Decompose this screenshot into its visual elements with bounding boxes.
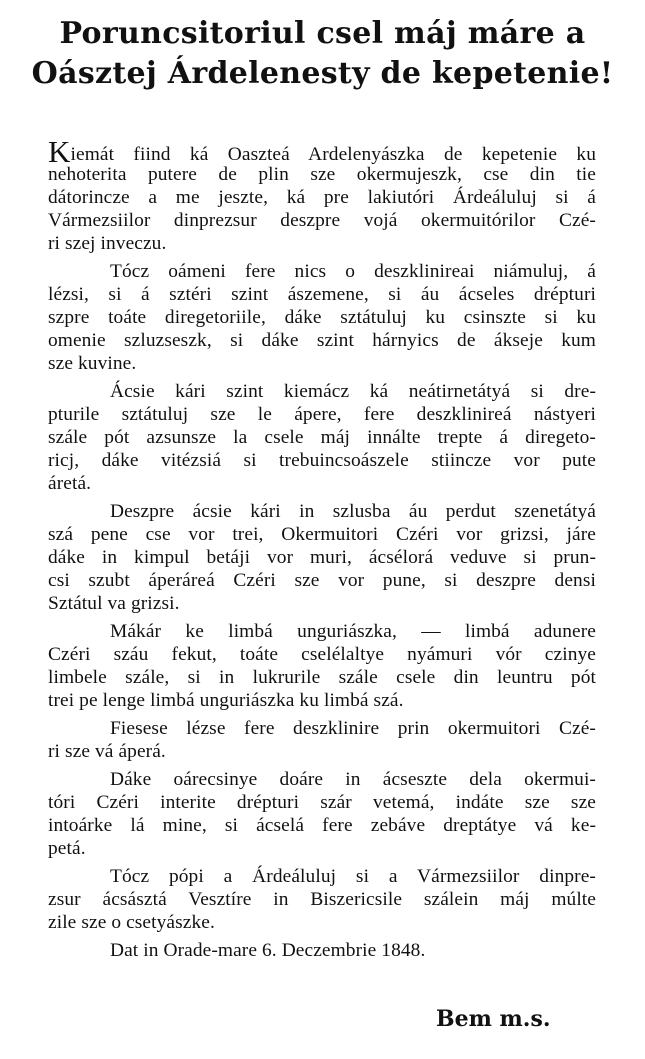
text-line [48, 134, 596, 169]
text-line: ri sze vá áperá. [48, 741, 166, 762]
text-line: áretá. [48, 473, 92, 494]
paragraph-2 [48, 260, 596, 375]
text-line: Fiesese lézse fere deszklinire prin okermuitori Czé- [110, 718, 596, 739]
page-title [0, 14, 645, 94]
text-line: Czéri száu fekut, toáte cselélaltye nyámuri vór czinye [48, 644, 596, 665]
text-line: nehoterita putere de plin sze okermujeszk, cse din tie [48, 164, 596, 185]
text-line: Deszpre ácsie kári in szlusba áu perdut szenetátyá [110, 501, 596, 522]
signature: Bem m.s. [436, 1006, 551, 1032]
text-line: dáke in kimpul betáji vor muri, ácsélorá veduve si prun- [48, 547, 596, 568]
text-line: limbele szále, si in lukrurile szále csele din leuntru pót [48, 667, 596, 688]
text-line: trei pe lenge limbá unguriászka ku limbá szá. [48, 690, 404, 711]
text-line: szá pene cse vor trei, Okermuitori Czéri vor grizsi, járe [48, 524, 596, 545]
text-line: pturile sztátuluj sze le ápere, fere deszklinireá nástyeri [48, 404, 596, 425]
paragraph-8 [48, 865, 596, 934]
dateline: Dat in Orade-mare 6. Deczembrie 1848. [110, 940, 426, 961]
paragraph-7 [48, 768, 596, 860]
text-line: Dáke oárecsinye doáre in ácseszte dela okermui- [110, 769, 596, 790]
title-line-2: Oásztej Árdelenesty de kepetenie! [31, 56, 614, 91]
text-line: intoárke lá mine, si ácselá fere zebáve dreptátye vá ke- [48, 815, 596, 836]
paragraph-3 [48, 380, 596, 495]
text-line: Sztátul va grizsi. [48, 593, 180, 614]
text-line: csi szubt áperáreá Czéri sze vor pune, si deszpre densi [48, 570, 596, 591]
text-line: sze kuvine. [48, 353, 137, 374]
text-line: dátorincze a me jeszte, ká pre lakiutóri Árdeáluluj si á [48, 187, 596, 208]
text-line: Tócz oámeni fere nics o deszklinireai niámuluj, á [110, 261, 596, 282]
text-line: lézsi, si á sztéri szint ászemene, si áu ácseles drépturi [48, 284, 596, 305]
text-line: tóri Czéri interite drépturi szár vetemá, indáte sze sze [48, 792, 596, 813]
paragraph-5 [48, 620, 596, 712]
paragraph-1 [48, 134, 596, 255]
text-line: szpre toáte diregetoriile, dáke sztátuluj ku csinszte si ku [48, 307, 596, 328]
text-line: zsur ácsásztá Vesztíre in Biszericsile szálein máj múlte [48, 889, 596, 910]
text-line: omenie szluzseszk, si dáke szint hárnyics de ákseje kum [48, 330, 596, 351]
text-line-content: iemát fiind ká Oaszteá Ardelenyászka de kepetenie ku [70, 144, 596, 165]
text-line: Ácsie kári szint kiemácz ká neátirnetátyá si dre- [110, 381, 596, 402]
text-line: ri szej inveczu. [48, 233, 167, 254]
proclamation-body [48, 134, 596, 962]
text-line: szále pót azsunsze la csele máj innálte trepte á diregeto- [48, 427, 596, 448]
paragraph-6 [48, 717, 596, 763]
paragraph-4 [48, 500, 596, 615]
text-line: Tócz pópi a Árdeáluluj si a Vármezsiilor dinpre- [110, 866, 596, 887]
text-line: ricj, dáke vitézsiá si trebuincsoászele stiincze vor pute [48, 450, 596, 471]
text-line: Mákár ke limbá unguriászka, — limbá adunere [110, 621, 596, 642]
drop-cap: K [48, 134, 71, 169]
text-line: petá. [48, 838, 86, 859]
text-line: zile sze o csetyászke. [48, 912, 215, 933]
text-line: Vármezsiilor dinprezsur deszpre vojá okermuitórilor Czé- [48, 210, 596, 231]
title-line-1: Poruncsitoriul csel máj máre a [59, 16, 586, 51]
